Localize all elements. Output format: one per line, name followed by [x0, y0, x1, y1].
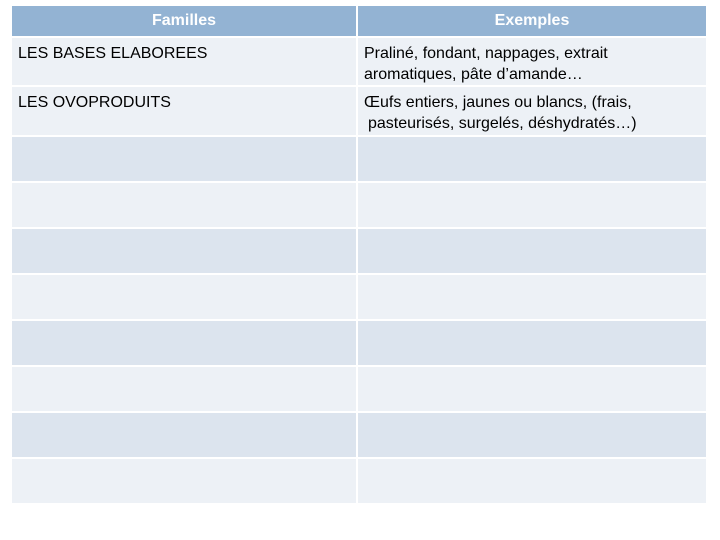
header-exemples: Exemples [357, 5, 707, 37]
exemples-line: Praliné, fondant, nappages, extrait [364, 45, 608, 62]
famille-cell [11, 412, 357, 458]
table-row [11, 182, 707, 228]
exemples-cell [357, 228, 707, 274]
table-row [11, 458, 707, 504]
table-row [11, 37, 707, 86]
header-familles: Familles [11, 5, 357, 37]
table-row [11, 412, 707, 458]
familles-table [10, 4, 708, 505]
exemples-cell [357, 320, 707, 366]
famille-cell [11, 366, 357, 412]
exemples-cell [357, 37, 707, 86]
famille-text: LES OVOPRODUITS [18, 94, 171, 111]
exemples-cell [357, 86, 707, 136]
exemples-cell [357, 274, 707, 320]
exemples-text [358, 38, 706, 85]
table-row [11, 320, 707, 366]
exemples-line: pasteurisés, surgelés, déshydratés…) [368, 115, 637, 132]
exemples-cell [357, 182, 707, 228]
exemples-cell [357, 458, 707, 504]
famille-cell [11, 458, 357, 504]
exemples-text [358, 87, 706, 134]
exemples-cell [357, 412, 707, 458]
famille-cell [11, 37, 357, 86]
exemples-line: aromatiques, pâte d’amande… [364, 66, 583, 83]
table-row [11, 136, 707, 182]
exemples-cell [357, 136, 707, 182]
famille-cell [11, 228, 357, 274]
famille-cell [11, 320, 357, 366]
table-row [11, 274, 707, 320]
table-row [11, 86, 707, 136]
exemples-cell [357, 366, 707, 412]
famille-cell [11, 182, 357, 228]
table-row [11, 366, 707, 412]
famille-cell [11, 136, 357, 182]
table-header-row [11, 5, 707, 37]
famille-cell [11, 274, 357, 320]
famille-text: LES BASES ELABOREES [18, 45, 208, 62]
exemples-line: Œufs entiers, jaunes ou blancs, (frais, [364, 94, 632, 111]
famille-cell [11, 86, 357, 136]
table-row [11, 228, 707, 274]
